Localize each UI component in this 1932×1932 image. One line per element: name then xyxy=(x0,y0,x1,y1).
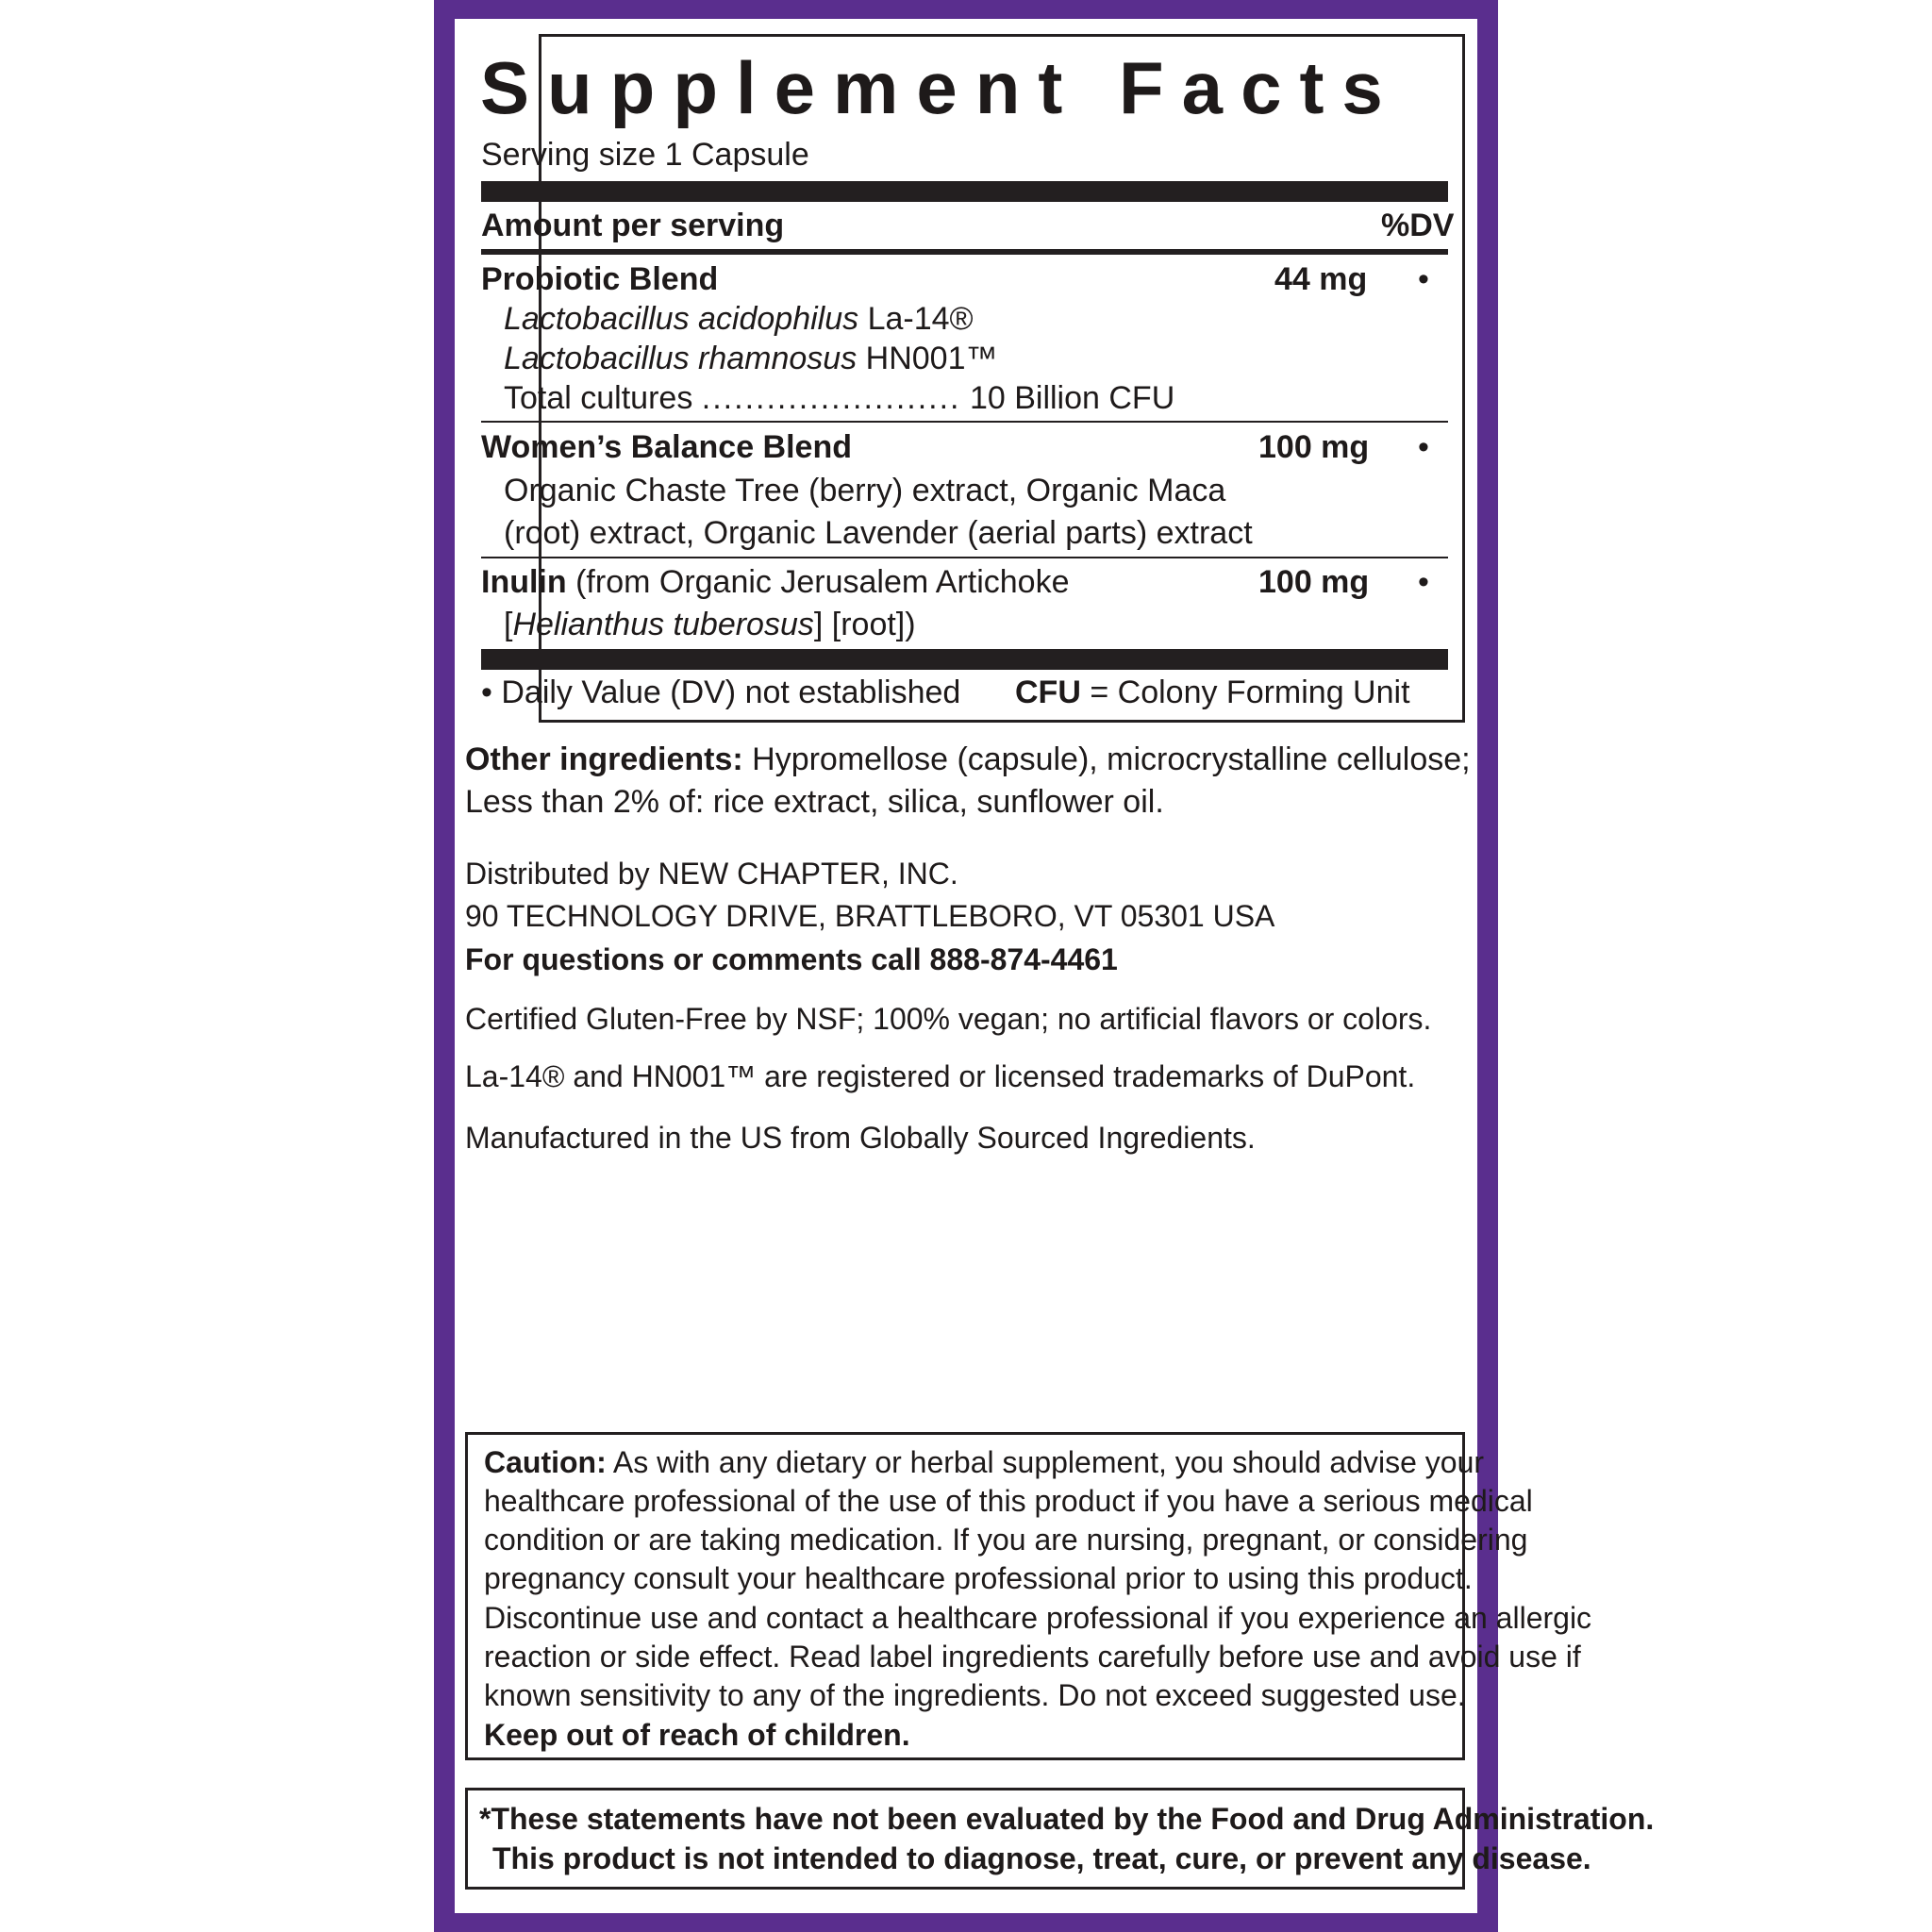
caution-line-6: reaction or side effect. Read label ingredients carefully before use and avoid use if xyxy=(484,1640,1581,1674)
thick-rule-top xyxy=(481,181,1448,202)
probiotic-strain-1: Lactobacillus acidophilus La-14® xyxy=(504,301,974,337)
fda-line-2: This product is not intended to diagnose, treat, cure, or prevent any disease. xyxy=(492,1841,1591,1875)
caution-line-5: Discontinue use and contact a healthcare professional if you experience an allergic xyxy=(484,1601,1592,1635)
certified-statement: Certified Gluten-Free by NSF; 100% vegan; no artificial flavors or colors. xyxy=(465,1002,1432,1036)
probiotic-strain-2: Lactobacillus rhamnosus HN001™ xyxy=(504,341,998,376)
caution-line-4: pregnancy consult your healthcare professional prior to using this product. xyxy=(484,1561,1473,1595)
womens-balance-name: Women’s Balance Blend xyxy=(481,429,852,465)
other-ingredients-line-2: Less than 2% of: rice extract, silica, sunflower oil. xyxy=(465,784,1164,820)
thick-rule-bottom xyxy=(481,649,1448,670)
cfu-footnote: CFU = Colony Forming Unit xyxy=(1015,675,1410,710)
facts-title: Supplement Facts xyxy=(480,46,1401,129)
keep-out-of-reach: Keep out of reach of children. xyxy=(484,1718,910,1752)
caution-line-3: condition or are taking medication. If you are nursing, pregnant, or considering xyxy=(484,1523,1528,1557)
inulin-name: Inulin (from Organic Jerusalem Artichoke xyxy=(481,564,1070,600)
caution-line-7: known sensitivity to any of the ingredients. Do not exceed suggested use. xyxy=(484,1678,1466,1712)
womens-balance-line-1: Organic Chaste Tree (berry) extract, Organic Maca xyxy=(504,473,1226,508)
probiotic-blend-name: Probiotic Blend xyxy=(481,261,719,297)
fda-line-1: *These statements have not been evaluated by the Food and Drug Administration. xyxy=(479,1802,1655,1836)
womens-balance-line-2: (root) extract, Organic Lavender (aerial parts) extract xyxy=(504,515,1253,551)
row-divider-2 xyxy=(481,557,1448,558)
caution-line-1: Caution: As with any dietary or herbal supplement, you should advise your xyxy=(484,1445,1485,1479)
distributor-line-2: 90 TECHNOLOGY DRIVE, BRATTLEBORO, VT 05301 USA xyxy=(465,899,1275,933)
probiotic-blend-amount: 44 mg xyxy=(1274,261,1368,297)
inulin-amount: 100 mg xyxy=(1258,564,1370,600)
row-divider-1 xyxy=(481,421,1448,423)
manufactured-statement: Manufactured in the US from Globally Sourced Ingredients. xyxy=(465,1121,1256,1155)
other-ingredients-line-1: Other ingredients: Hypromellose (capsule), microcrystalline cellulose; xyxy=(465,741,1471,777)
inulin-line-1: [Helianthus tuberosus] [root]) xyxy=(504,607,916,642)
total-cultures: Total cultures ........................ 10 Billion CFU xyxy=(504,380,1175,416)
caution-line-2: healthcare professional of the use of this product if you have a serious medical xyxy=(484,1484,1533,1518)
womens-balance-dv: • xyxy=(1418,429,1429,465)
serving-size: Serving size 1 Capsule xyxy=(481,137,809,173)
dv-footnote: • Daily Value (DV) not established xyxy=(481,675,961,710)
inulin-dv: • xyxy=(1418,564,1429,600)
medium-rule xyxy=(481,249,1448,255)
distributor-line-1: Distributed by NEW CHAPTER, INC. xyxy=(465,857,958,891)
amount-per-serving-header: Amount per serving xyxy=(481,208,785,243)
distributor-contact: For questions or comments call 888-874-4461 xyxy=(465,942,1118,976)
trademark-statement: La-14® and HN001™ are registered or licensed trademarks of DuPont. xyxy=(465,1059,1416,1093)
womens-balance-amount: 100 mg xyxy=(1258,429,1370,465)
dv-header: %DV xyxy=(1381,208,1455,243)
probiotic-blend-dv: • xyxy=(1418,261,1429,297)
